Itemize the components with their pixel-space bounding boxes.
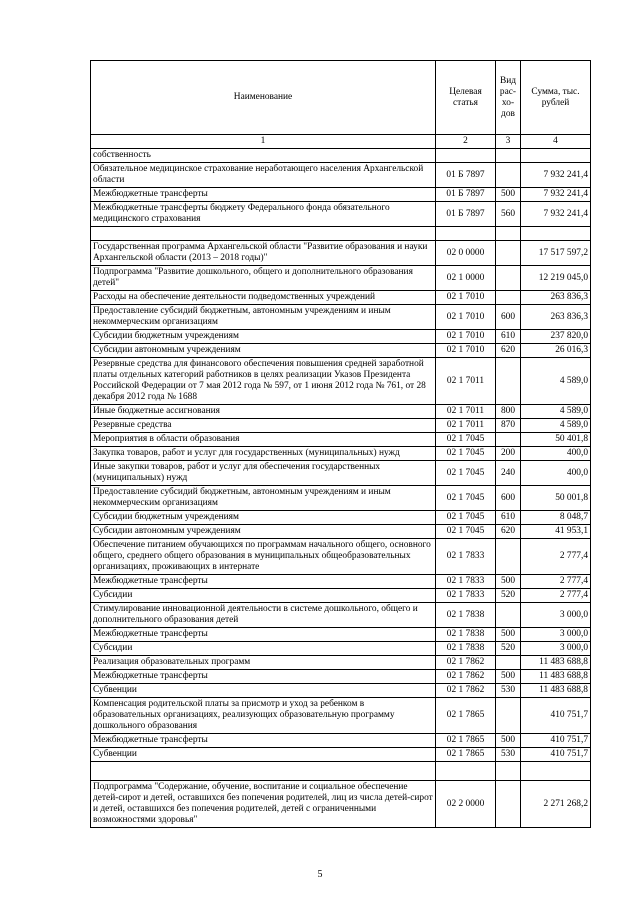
row-target-article (436, 227, 496, 241)
table-row (91, 656, 591, 670)
row-expense-type (496, 358, 521, 405)
table-body (91, 149, 591, 828)
row-sum: 4 589,0 (521, 405, 591, 419)
row-sum: 3 000,0 (521, 603, 591, 628)
row-expense-type: 200 (496, 447, 521, 461)
row-expense-type: 530 (496, 684, 521, 698)
row-expense-type: 610 (496, 511, 521, 525)
row-name: Межбюджетные трансферты (91, 188, 436, 202)
row-expense-type (496, 762, 521, 781)
row-name: Подпрограмма "Содержание, обучение, воспитание и социальное обеспечение детей-сирот и детей, оставшихся без попечения родителей, лиц из числа детей-сирот и детей, оставшихся без попечения родителей, детей с ограниченными возможностями здоровья" (91, 781, 436, 828)
header-expense-type: Вид рас-хо-дов (496, 61, 521, 135)
budget-table (90, 60, 591, 828)
row-target-article: 02 1 7010 (436, 291, 496, 305)
row-target-article: 02 1 7010 (436, 330, 496, 344)
row-expense-type: 600 (496, 305, 521, 330)
table-row (91, 291, 591, 305)
row-sum: 8 048,7 (521, 511, 591, 525)
header-name: Наименование (91, 61, 436, 135)
table-row (91, 762, 591, 781)
row-name: Субсидии бюджетным учреждениям (91, 330, 436, 344)
table-row (91, 305, 591, 330)
row-name: Межбюджетные трансферты (91, 628, 436, 642)
table-row (91, 344, 591, 358)
row-target-article: 02 1 7010 (436, 305, 496, 330)
row-target-article (436, 149, 496, 163)
row-name: Резервные средства для финансового обеспечения повышения средней заработной платы отдельных категорий работников в целях реализации Указов Президента Российской Федерации от 7 мая 2012 года № 597, от 1 июня 2012 года № 761, от 28 декабря 2012 года № 1688 (91, 358, 436, 405)
row-expense-type (496, 539, 521, 575)
row-target-article: 02 1 7011 (436, 358, 496, 405)
row-name: Обязательное медицинское страхование неработающего населения Архангельской области (91, 163, 436, 188)
row-expense-type: 500 (496, 628, 521, 642)
row-target-article (436, 762, 496, 781)
row-name: Субсидии автономным учреждениям (91, 525, 436, 539)
row-expense-type (496, 241, 521, 266)
row-name: Стимулирование инновационной деятельности в системе дошкольного, общего и дополнительного образования детей (91, 603, 436, 628)
row-expense-type: 620 (496, 525, 521, 539)
row-expense-type: 600 (496, 486, 521, 511)
row-target-article: 02 1 7045 (436, 511, 496, 525)
header-target-article: Целевая статья (436, 61, 496, 135)
row-expense-type: 620 (496, 344, 521, 358)
table-row (91, 781, 591, 828)
row-name: Субсидии бюджетным учреждениям (91, 511, 436, 525)
row-expense-type (496, 291, 521, 305)
table-row (91, 447, 591, 461)
row-expense-type (496, 163, 521, 188)
row-expense-type (496, 781, 521, 828)
table-row (91, 525, 591, 539)
row-name: Межбюджетные трансферты бюджету Федерального фонда обязательного медицинского страхования (91, 202, 436, 227)
table-row (91, 698, 591, 734)
table-row (91, 358, 591, 405)
row-target-article: 01 Б 7897 (436, 202, 496, 227)
table-row (91, 748, 591, 762)
column-number: 4 (521, 135, 591, 149)
row-name: Государственная программа Архангельской области "Развитие образования и науки Архангельской области (2013 – 2018 годы)" (91, 241, 436, 266)
row-sum (521, 149, 591, 163)
table-row (91, 419, 591, 433)
row-sum: 2 777,4 (521, 589, 591, 603)
table-row (91, 628, 591, 642)
row-expense-type (496, 266, 521, 291)
row-sum: 17 517 597,2 (521, 241, 591, 266)
row-name: Резервные средства (91, 419, 436, 433)
row-name: Компенсация родительской платы за присмотр и уход за ребенком в образовательных организациях, реализующих образовательную программу дошкольного образования (91, 698, 436, 734)
row-sum: 26 016,3 (521, 344, 591, 358)
row-name: Обеспечение питанием обучающихся по программам начального общего, основного общего, среднего общего образования в муниципальных общеобразовательных организациях, проживающих в интернате (91, 539, 436, 575)
row-target-article: 02 1 7045 (436, 486, 496, 511)
row-expense-type: 500 (496, 670, 521, 684)
row-target-article: 02 1 7045 (436, 525, 496, 539)
row-target-article: 02 0 0000 (436, 241, 496, 266)
row-expense-type: 610 (496, 330, 521, 344)
table-row (91, 642, 591, 656)
row-expense-type: 530 (496, 748, 521, 762)
page-number: 5 (317, 869, 323, 880)
row-target-article: 02 1 7045 (436, 447, 496, 461)
row-expense-type: 870 (496, 419, 521, 433)
row-sum: 2 777,4 (521, 575, 591, 589)
row-name: Субвенции (91, 684, 436, 698)
table-header-row (91, 61, 591, 135)
row-name (91, 762, 436, 781)
table-row (91, 486, 591, 511)
table-row (91, 670, 591, 684)
row-sum: 12 219 045,0 (521, 266, 591, 291)
row-sum: 263 836,3 (521, 291, 591, 305)
row-sum: 410 751,7 (521, 734, 591, 748)
row-name: Расходы на обеспечение деятельности подведомственных учреждений (91, 291, 436, 305)
row-target-article: 02 1 7862 (436, 656, 496, 670)
row-sum (521, 227, 591, 241)
row-name: Иные закупки товаров, работ и услуг для обеспечения государственных (муниципальных) нужд (91, 461, 436, 486)
row-expense-type (496, 227, 521, 241)
table-row (91, 202, 591, 227)
row-target-article: 02 1 7011 (436, 405, 496, 419)
row-target-article: 02 1 7833 (436, 575, 496, 589)
row-name: Субсидии (91, 589, 436, 603)
row-name: Мероприятия в области образования (91, 433, 436, 447)
row-sum: 400,0 (521, 447, 591, 461)
row-expense-type: 520 (496, 642, 521, 656)
row-sum: 410 751,7 (521, 748, 591, 762)
table-row (91, 539, 591, 575)
table-row (91, 589, 591, 603)
row-name: Субвенции (91, 748, 436, 762)
row-target-article: 02 1 7838 (436, 642, 496, 656)
header-sum: Сумма, тыс. рублей (521, 61, 591, 135)
row-expense-type: 240 (496, 461, 521, 486)
row-sum: 2 777,4 (521, 539, 591, 575)
table-row (91, 227, 591, 241)
row-name: Субсидии автономным учреждениям (91, 344, 436, 358)
row-target-article: 02 1 7838 (436, 603, 496, 628)
row-sum: 263 836,3 (521, 305, 591, 330)
table-row (91, 684, 591, 698)
row-target-article: 02 1 7862 (436, 684, 496, 698)
row-expense-type (496, 433, 521, 447)
row-sum: 11 483 688,8 (521, 670, 591, 684)
row-target-article: 02 1 7865 (436, 698, 496, 734)
table-row (91, 405, 591, 419)
row-target-article: 02 1 7833 (436, 539, 496, 575)
row-name: Закупка товаров, работ и услуг для государственных (муниципальных) нужд (91, 447, 436, 461)
table-row (91, 149, 591, 163)
row-name: собственность (91, 149, 436, 163)
row-sum: 7 932 241,4 (521, 188, 591, 202)
row-sum: 11 483 688,8 (521, 684, 591, 698)
row-target-article: 02 1 7865 (436, 734, 496, 748)
table-row (91, 163, 591, 188)
column-number-row (91, 135, 591, 149)
row-expense-type (496, 149, 521, 163)
row-name: Подпрограмма "Развитие дошкольного, общего и дополнительного образования детей" (91, 266, 436, 291)
row-sum: 237 820,0 (521, 330, 591, 344)
row-expense-type: 800 (496, 405, 521, 419)
row-name: Иные бюджетные ассигнования (91, 405, 436, 419)
row-name: Субсидии (91, 642, 436, 656)
row-sum: 2 271 268,2 (521, 781, 591, 828)
row-name: Реализация образовательных программ (91, 656, 436, 670)
column-number: 1 (91, 135, 436, 149)
row-target-article: 02 1 7838 (436, 628, 496, 642)
row-target-article: 02 1 7865 (436, 748, 496, 762)
row-name: Межбюджетные трансферты (91, 734, 436, 748)
row-expense-type: 500 (496, 734, 521, 748)
row-sum: 4 589,0 (521, 419, 591, 433)
row-sum (521, 762, 591, 781)
row-sum: 7 932 241,4 (521, 163, 591, 188)
table-row (91, 266, 591, 291)
row-target-article: 02 1 7045 (436, 433, 496, 447)
row-sum: 50 401,8 (521, 433, 591, 447)
row-expense-type (496, 698, 521, 734)
row-name: Предоставление субсидий бюджетным, автономным учреждениям и иным некоммерческим организациям (91, 486, 436, 511)
row-sum: 7 932 241,4 (521, 202, 591, 227)
table-row (91, 330, 591, 344)
row-sum: 41 953,1 (521, 525, 591, 539)
row-sum: 3 000,0 (521, 642, 591, 656)
row-target-article: 01 Б 7897 (436, 188, 496, 202)
row-expense-type: 500 (496, 575, 521, 589)
row-name: Межбюджетные трансферты (91, 575, 436, 589)
row-expense-type: 560 (496, 202, 521, 227)
row-expense-type: 520 (496, 589, 521, 603)
column-number: 2 (436, 135, 496, 149)
row-sum: 50 001,8 (521, 486, 591, 511)
row-target-article: 02 1 0000 (436, 266, 496, 291)
table-row (91, 575, 591, 589)
row-expense-type: 500 (496, 188, 521, 202)
row-expense-type (496, 603, 521, 628)
column-number: 3 (496, 135, 521, 149)
row-sum: 400,0 (521, 461, 591, 486)
row-target-article: 02 1 7862 (436, 670, 496, 684)
table-row (91, 433, 591, 447)
row-target-article: 02 1 7833 (436, 589, 496, 603)
row-name: Предоставление субсидий бюджетным, автономным учреждениям и иным некоммерческим организациям (91, 305, 436, 330)
table-row (91, 734, 591, 748)
row-target-article: 02 1 7045 (436, 461, 496, 486)
table-row (91, 603, 591, 628)
row-name: Межбюджетные трансферты (91, 670, 436, 684)
table-row (91, 241, 591, 266)
table-row (91, 511, 591, 525)
row-target-article: 02 2 0000 (436, 781, 496, 828)
table-row (91, 461, 591, 486)
row-sum: 4 589,0 (521, 358, 591, 405)
row-sum: 3 000,0 (521, 628, 591, 642)
row-name (91, 227, 436, 241)
row-target-article: 01 Б 7897 (436, 163, 496, 188)
table-row (91, 188, 591, 202)
row-sum: 11 483 688,8 (521, 656, 591, 670)
row-sum: 410 751,7 (521, 698, 591, 734)
row-target-article: 02 1 7011 (436, 419, 496, 433)
row-expense-type (496, 656, 521, 670)
row-target-article: 02 1 7010 (436, 344, 496, 358)
